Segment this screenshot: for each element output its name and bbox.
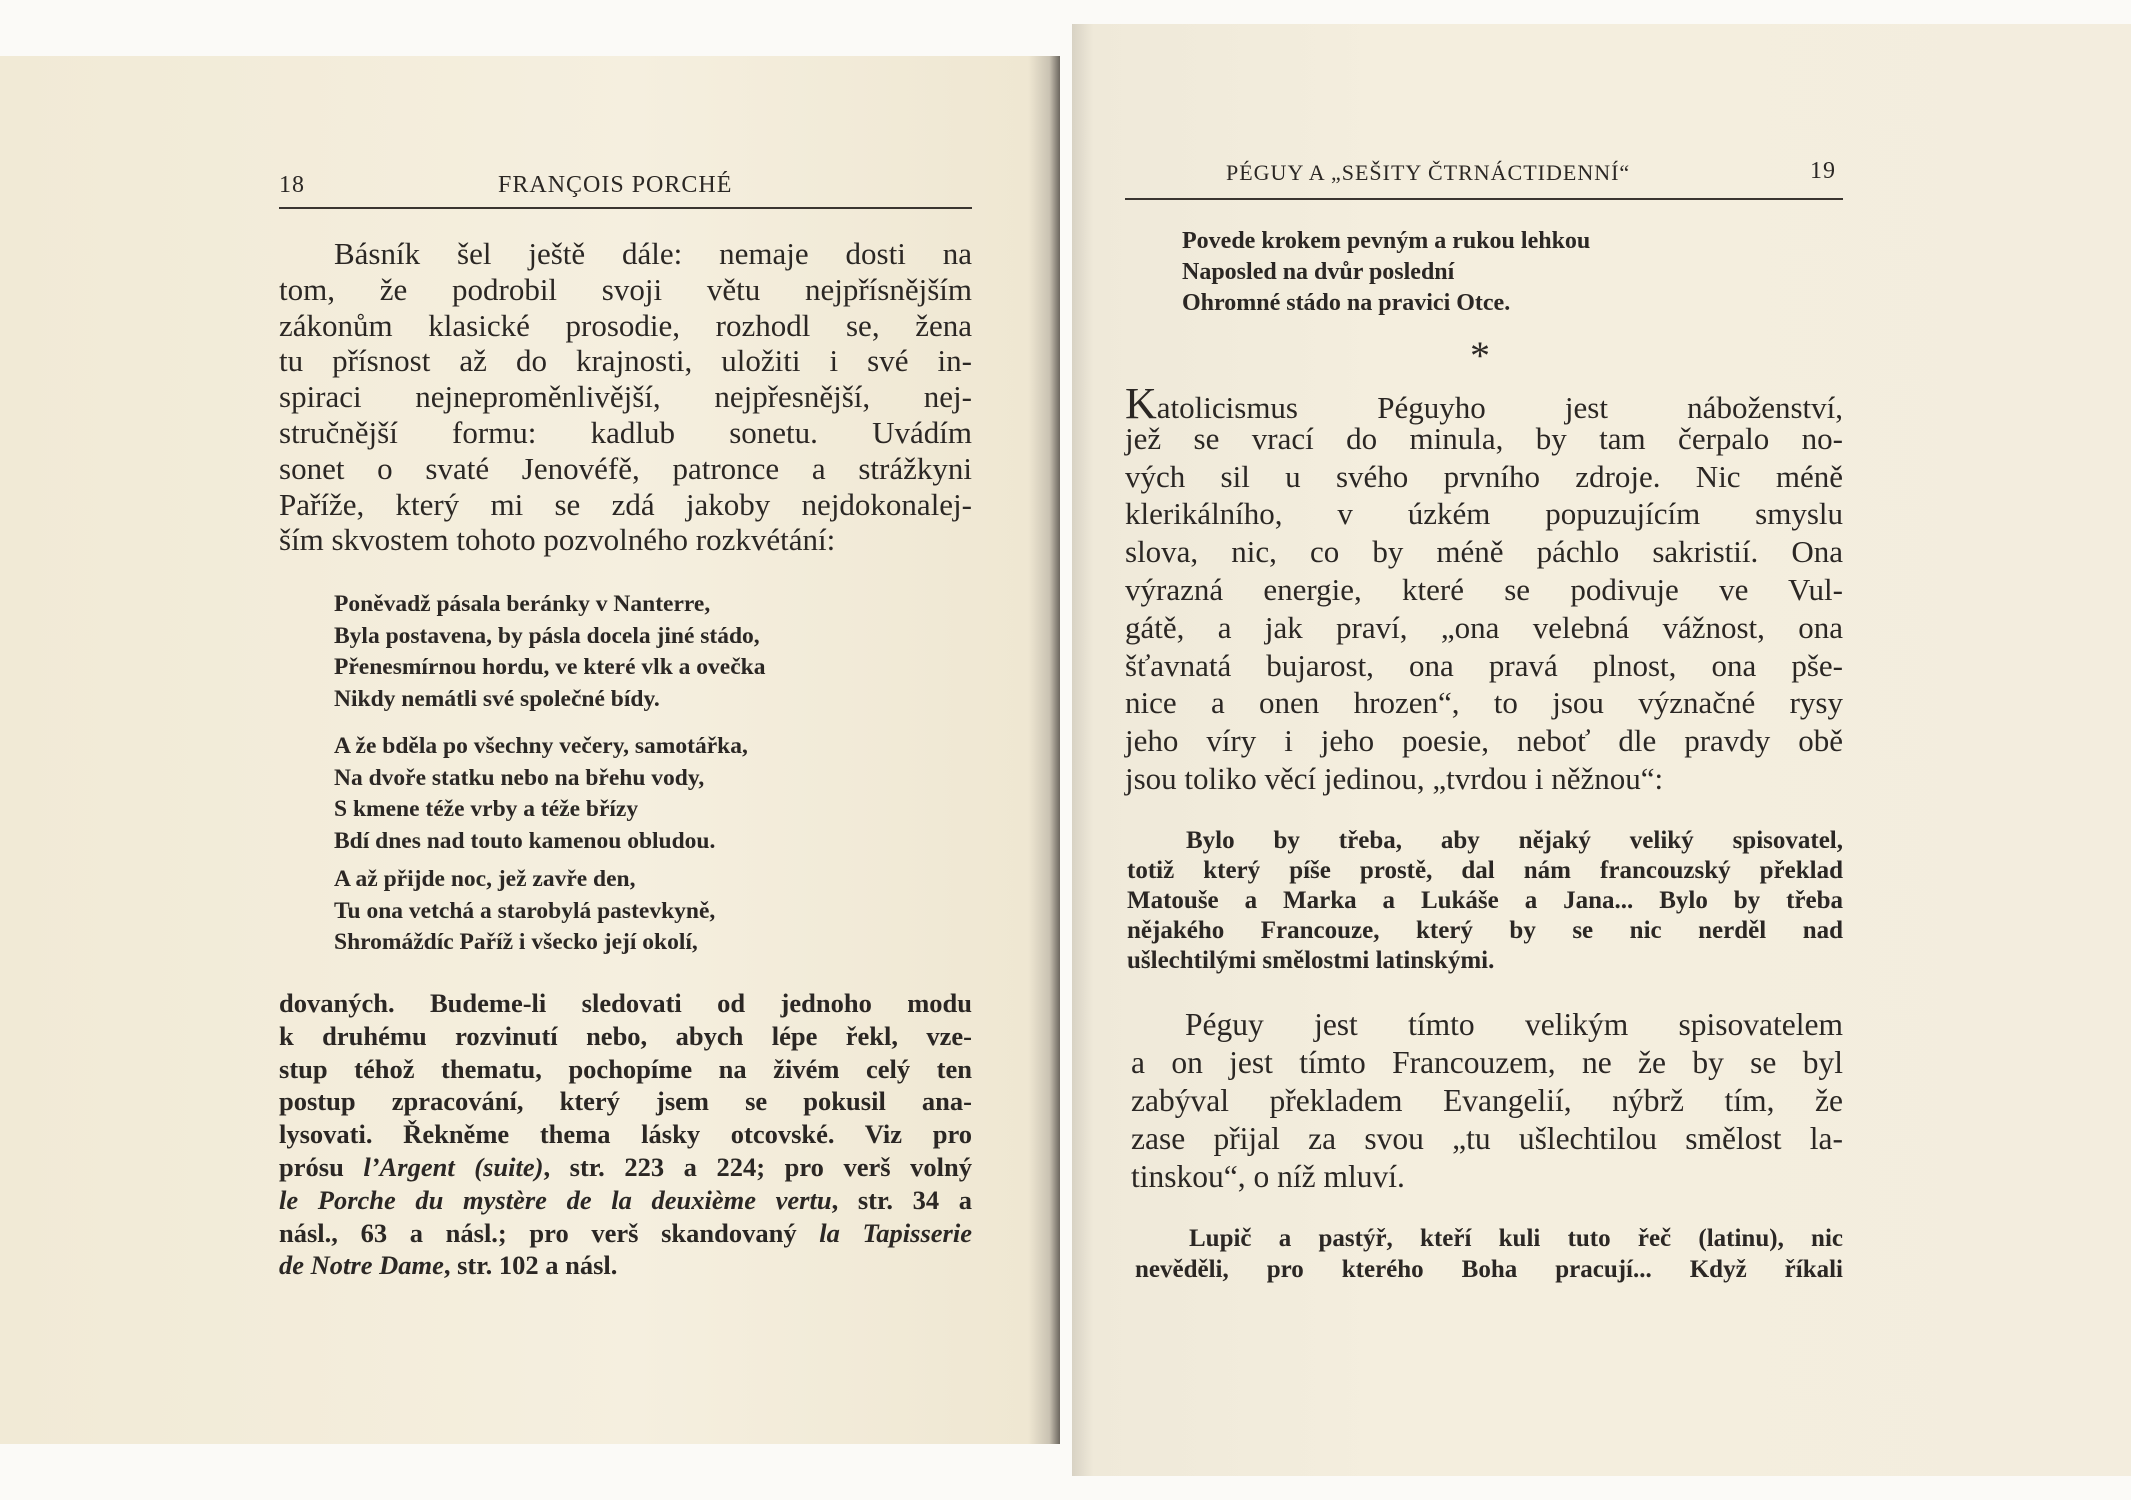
- footnote-line: násl., 63 a násl.; pro verš skandovaný la Tapisserie: [279, 1217, 972, 1248]
- poem-line: Na dvoře statku nebo na břehu vody,: [334, 764, 705, 791]
- paragraph-line: Básník šel ještě dále: nemaje dosti na: [334, 236, 972, 271]
- poem-line: Nikdy nemátli své společné bídy.: [334, 685, 660, 712]
- paragraph-line: nice a onen hrozen“, to jsou význačné rysy: [1125, 685, 1843, 721]
- paragraph-line: jsou toliko věcí jedinou, „tvrdou i něžnou“:: [1125, 761, 1664, 796]
- paragraph-line: Paříže, který mi se zdá jakoby nejdokonalej-: [279, 486, 972, 522]
- paragraph-line: tinskou“, o níž mluví.: [1131, 1159, 1405, 1194]
- paragraph-line: a on jest tímto Francouzem, ne že by se byl: [1131, 1045, 1843, 1080]
- footnote-line: prósu l’Argent (suite), str. 223 a 224; pro verš volný: [279, 1152, 972, 1182]
- left-running-head: FRANÇOIS PORCHÉ: [498, 172, 733, 198]
- paragraph-line: Péguy jest tímto velikým spisovatelem: [1185, 1007, 1843, 1042]
- poem-line: Shromáždíc Paříž i všecko její okolí,: [334, 929, 698, 955]
- right-header-rule: [1125, 198, 1843, 200]
- footnote-line: lysovati. Řekněme thema lásky otcovské. Viz pro: [279, 1119, 972, 1150]
- paragraph-line: jež se vrací do minula, by tam čerpalo no-: [1125, 420, 1843, 456]
- paragraph-line: stručnější formu: kadlub sonetu. Uvádím: [279, 415, 972, 450]
- paragraph-line: jeho víry i jeho poesie, neboť dle pravdy obě: [1125, 723, 1843, 759]
- paragraph-line: zabýval překladem Evangelií, nýbrž tím, že: [1131, 1083, 1843, 1118]
- paragraph-line: zákonům klasické prosodie, rozhodl se, žena: [279, 307, 972, 343]
- poem-line: Poněvadž pásala beránky v Nanterre,: [334, 591, 711, 617]
- left-page-number: 18: [279, 172, 305, 198]
- poem-line: Naposled na dvůr poslední: [1182, 259, 1455, 285]
- paragraph-line: šťavnatá bujarost, ona pravá plnost, ona pše-: [1125, 647, 1843, 683]
- right-page-number: 19: [1810, 158, 1836, 184]
- footnote-line: de Notre Dame, str. 102 a násl.: [279, 1250, 618, 1281]
- left-header-rule: [279, 207, 972, 209]
- quotation-line: nevěděli, pro kterého Boha pracují... Když říkali: [1135, 1256, 1843, 1283]
- quotation-line: Lupič a pastýř, kteří kuli tuto řeč (latinu), nic: [1189, 1225, 1843, 1252]
- quotation-line: nějakého Francouze, který by se nic nerděl nad: [1127, 917, 1843, 944]
- quotation-line: Bylo by třeba, aby nějaký veliký spisovatel,: [1186, 827, 1843, 854]
- quotation-line: ušlechtilými smělostmi latinskými.: [1127, 947, 1495, 974]
- paragraph-line: vých sil u svého prvního zdroje. Nic méně: [1125, 458, 1843, 494]
- paragraph-line: zase přijal za svou „tu ušlechtilou smělost la-: [1131, 1121, 1843, 1156]
- footnote-line: postup zpracování, který jsem se pokusil ana-: [279, 1086, 972, 1117]
- poem-line: Povede krokem pevným a rukou lehkou: [1182, 228, 1591, 254]
- poem-line: Byla postavena, by pásla docela jiné stádo,: [334, 622, 760, 649]
- poem-line: A až přijde noc, jež zavře den,: [334, 866, 636, 892]
- paragraph-line: sonet o svaté Jenovéfě, patronce a strážkyni: [279, 450, 972, 486]
- poem-line: A že bděla po všechny večery, samotářka,: [334, 733, 748, 759]
- poem-line: Ohromné stádo na pravici Otce.: [1182, 290, 1511, 316]
- paragraph-line: výrazná energie, které se podivuje ve Vul-: [1125, 572, 1843, 607]
- quotation-line: totiž který píše prostě, dal nám francouzský překlad: [1127, 857, 1843, 884]
- poem-line: Přenesmírnou hordu, ve které vlk a ovečka: [334, 654, 766, 680]
- paragraph-line: klerikálního, v úzkém popuzujícím smyslu: [1125, 496, 1843, 532]
- poem-line: Tu ona vetchá a starobylá pastevkyně,: [334, 897, 716, 924]
- footnote-line: le Porche du mystère de la deuxième vertu, str. 34 a: [279, 1184, 972, 1215]
- paragraph-line: spiraci nejneproměnlivější, nejpřesnější, nej-: [279, 379, 972, 415]
- paragraph-line: Katolicismus Péguyho jest náboženství,: [1125, 379, 1843, 428]
- footnote-line: stup téhož thematu, pochopíme na živém celý ten: [279, 1053, 972, 1084]
- paragraph-line: tu přísnost až do krajnosti, uložiti i své in-: [279, 343, 972, 379]
- footnote-line: k druhému rozvinutí nebo, abych lépe řekl, vze-: [279, 1020, 972, 1051]
- paragraph-line: ším skvostem tohoto pozvolného rozkvétání:: [279, 522, 836, 558]
- right-running-head: PÉGUY A „SEŠITY ČTRNÁCTIDENNÍ“: [1226, 160, 1631, 185]
- footnote-line: dovaných. Budeme-li sledovati od jednoho modu: [279, 988, 972, 1018]
- section-mark: *: [1470, 333, 1490, 378]
- paragraph-line: tom, že podrobil svoji větu nejpřísnějším: [279, 271, 972, 307]
- quotation-line: Matouše a Marka a Lukáše a Jana... Bylo by třeba: [1127, 887, 1843, 914]
- paragraph-line: gátě, a jak praví, „ona velebná vážnost, ona: [1125, 609, 1843, 645]
- poem-line: S kmene téže vrby a téže břízy: [334, 796, 639, 822]
- poem-line: Bdí dnes nad touto kamenou obludou.: [334, 827, 716, 854]
- paragraph-line: slova, nic, co by méně páchlo sakristií. Ona: [1125, 534, 1843, 570]
